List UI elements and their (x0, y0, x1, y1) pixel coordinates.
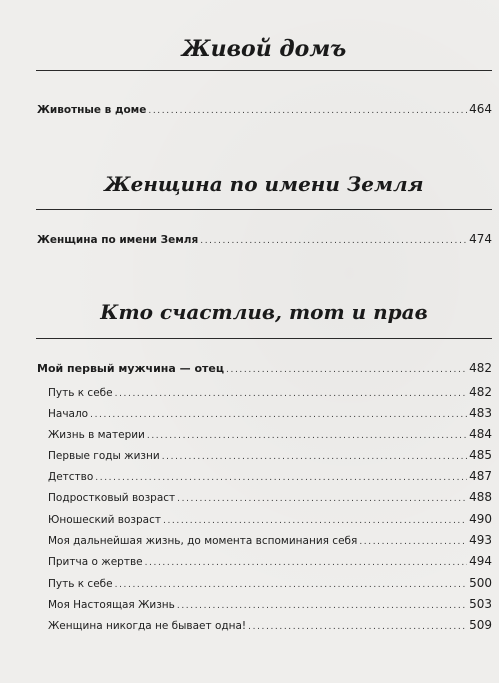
toc-entry-page: 484 (469, 427, 492, 441)
toc-entry-page: 482 (469, 361, 492, 375)
toc-entry-title: Животные в доме (37, 104, 147, 116)
toc-entry-title: Путь к себе (48, 578, 113, 590)
toc-entry (37, 99, 492, 119)
section-title: Живой домъ (181, 36, 347, 62)
toc-entry-page: 485 (469, 448, 492, 462)
toc-leader-dots (226, 360, 467, 380)
toc-leader-dots (248, 617, 467, 637)
section-rule (36, 338, 492, 339)
toc-entry-page: 487 (469, 469, 492, 483)
toc-leader-dots (200, 231, 467, 251)
toc-subentry (48, 445, 492, 465)
toc-leader-dots (95, 468, 467, 488)
section-zhivoy-dom (36, 38, 492, 71)
toc-entry-title: Мой первый мужчина — отец (37, 362, 225, 375)
toc-leader-dots (177, 489, 467, 509)
toc-entry (37, 229, 492, 249)
toc-entry-title: Жизнь в материи (48, 429, 145, 441)
toc-leader-dots (359, 532, 467, 552)
toc-entry-page: 482 (469, 385, 492, 399)
toc-subentry (48, 551, 492, 571)
toc-entry-page: 493 (469, 533, 492, 547)
section-title: Кто счастлив, тот и прав (100, 300, 428, 324)
section-rule (36, 70, 492, 71)
toc-leader-dots (148, 101, 467, 121)
toc-leader-dots (147, 426, 467, 446)
toc-entry-title: Начало (48, 408, 89, 420)
toc-entry-title: Моя дальнейшая жизнь, до момента вспоминания себя (48, 535, 358, 547)
toc-leader-dots (115, 575, 467, 595)
toc-entry-title: Детство (48, 471, 94, 483)
toc-subentry (48, 487, 492, 507)
toc-entry-page: 503 (469, 597, 492, 611)
toc-entry-page: 509 (469, 618, 492, 632)
toc-entry-page: 500 (469, 576, 492, 590)
toc-entry-title: Путь к себе (48, 387, 113, 399)
toc-subentry (48, 509, 492, 529)
section-rule (36, 209, 492, 210)
toc-subentry (48, 403, 492, 423)
toc-leader-dots (145, 553, 468, 573)
toc-entry-title: Моя Настоящая Жизнь (48, 599, 175, 611)
toc-subentry (48, 382, 492, 402)
section-title: Женщина по имени Земля (104, 172, 424, 196)
toc-entry-title: Женщина никогда не бывает одна! (48, 620, 247, 632)
toc-entry-page: 490 (469, 512, 492, 526)
toc-entry-page: 464 (469, 102, 492, 116)
toc-leader-dots (162, 447, 467, 467)
toc-subentry (48, 466, 492, 486)
toc-subentry (48, 530, 492, 550)
toc-entry-page: 483 (469, 406, 492, 420)
toc-subentry (48, 424, 492, 444)
toc-entry (37, 358, 492, 378)
toc-entry-page: 474 (469, 232, 492, 246)
toc-leader-dots (177, 596, 467, 616)
toc-leader-dots (115, 384, 467, 404)
toc-subentry (48, 573, 492, 593)
toc-entry-title: Юношеский возраст (48, 514, 161, 526)
toc-leader-dots (90, 405, 467, 425)
toc-entry-title: Женщина по имени Земля (37, 234, 199, 246)
section-zhenshchina-po-imeni-zemlya (36, 174, 492, 210)
toc-entry-title: Подростковый возраст (48, 492, 176, 504)
toc-entry-page: 488 (469, 490, 492, 504)
toc-subentry (48, 594, 492, 614)
section-kto-schastliv-tot-i-prav (36, 302, 492, 339)
toc-subentry (48, 615, 492, 635)
toc-entry-page: 494 (469, 554, 492, 568)
toc-entry-title: Притча о жертве (48, 556, 143, 568)
toc-leader-dots (163, 511, 467, 531)
toc-entry-title: Первые годы жизни (48, 450, 160, 462)
